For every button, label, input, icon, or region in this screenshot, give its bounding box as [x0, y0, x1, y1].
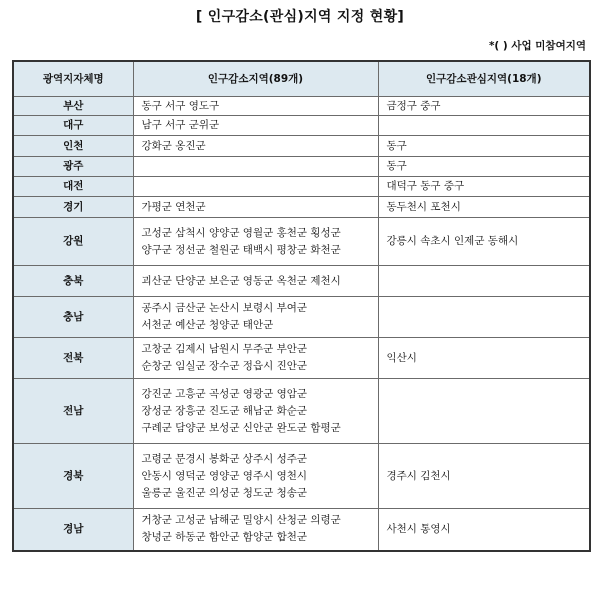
decline-areas-cell	[133, 157, 378, 177]
region-name-cell: 대구	[13, 116, 133, 136]
interest-area-line: 금정구 중구	[386, 99, 441, 112]
decline-areas-cell	[133, 266, 378, 297]
table-row	[13, 338, 590, 379]
interest-areas-cell	[378, 338, 590, 379]
decline-area-line: 가평군 연천군	[141, 200, 206, 213]
region-name-cell: 강원	[13, 218, 133, 266]
region-name-cell: 충남	[13, 297, 133, 338]
decline-area-line: 고창군 김제시 남원시 무주군 부안군	[141, 343, 307, 355]
interest-areas-cell	[378, 157, 590, 177]
decline-area-line: 강진군 고흥군 곡성군 영광군 영암군	[141, 387, 307, 400]
decline-area-line: 고령군 문경시 봉화군 상주시 성주군	[141, 452, 307, 465]
decline-area-line: 남구 서구 군위군	[141, 119, 220, 131]
interest-areas-cell	[378, 218, 590, 266]
decline-areas-cell	[133, 136, 378, 157]
interest-areas-cell	[378, 297, 590, 338]
decline-areas-cell	[133, 444, 378, 509]
region-name-cell: 충북	[13, 266, 133, 297]
header-province: 광역지자체명	[13, 61, 133, 97]
page-title: [ 인구감소(관심)지역 지정 현황]	[195, 9, 405, 25]
decline-areas-cell	[133, 297, 378, 338]
decline-areas-cell	[133, 218, 378, 266]
region-name-cell: 경기	[13, 197, 133, 218]
interest-areas-cell	[378, 177, 590, 197]
table-row	[13, 157, 590, 177]
decline-areas-cell	[133, 97, 378, 116]
table-row	[13, 177, 590, 197]
table-row	[13, 266, 590, 297]
decline-areas-cell	[133, 338, 378, 379]
interest-areas-cell	[378, 266, 590, 297]
region-name-cell: 전남	[13, 379, 133, 444]
table-header-row	[13, 61, 590, 97]
region-name-cell: 광주	[13, 157, 133, 177]
non-participation-note: *( ) 사업 미참여지역	[488, 40, 586, 52]
decline-area-line: 거창군 고성군 남해군 밀양시 산청군 의령군	[141, 514, 341, 527]
decline-areas-cell	[133, 509, 378, 551]
decline-areas-cell	[133, 197, 378, 218]
interest-areas-cell	[378, 97, 590, 116]
decline-area-line: 장성군 장흥군 진도군 해남군 화순군	[141, 404, 307, 417]
decline-area-line: 안동시 영덕군 영양군 영주시 영천시	[141, 469, 307, 482]
decline-area-line: 고성군 삼척시 양양군 영월군 홍천군 횡성군	[141, 226, 341, 239]
table-body	[13, 97, 590, 551]
decline-area-line: 괴산군 단양군 보은군 영동군 옥천군 제천시	[141, 274, 341, 287]
interest-area-line: 동구	[386, 139, 407, 152]
interest-areas-cell	[378, 379, 590, 444]
table-row	[13, 116, 590, 136]
decline-areas-cell	[133, 379, 378, 444]
interest-areas-cell	[378, 197, 590, 218]
region-name-cell: 대전	[13, 177, 133, 197]
table-row	[13, 509, 590, 551]
region-designation-table	[12, 60, 591, 552]
table-row	[13, 218, 590, 266]
table-row	[13, 297, 590, 338]
interest-area-line: 사천시 통영시	[386, 522, 451, 535]
region-name-cell: 경북	[13, 444, 133, 509]
decline-areas-cell	[133, 116, 378, 136]
region-name-cell: 경남	[13, 509, 133, 551]
interest-area-line: 경주시 김천시	[386, 469, 451, 482]
header-decline-areas: 인구감소지역(89개)	[133, 61, 378, 97]
interest-area-line: 강릉시 속초시 인제군 동해시	[386, 235, 519, 247]
interest-area-line: 익산시	[386, 351, 417, 364]
decline-area-line: 울릉군 울진군 의성군 청도군 청송군	[141, 486, 307, 499]
table-row	[13, 379, 590, 444]
region-name-cell: 인천	[13, 136, 133, 157]
table-row	[13, 444, 590, 509]
header-interest-areas: 인구감소관심지역(18개)	[378, 61, 590, 97]
interest-area-line: 동두천시 포천시	[386, 200, 461, 213]
table-row	[13, 197, 590, 218]
interest-areas-cell	[378, 509, 590, 551]
decline-area-line: 양구군 정선군 철원군 태백시 평창군 화천군	[141, 243, 341, 256]
interest-areas-cell	[378, 116, 590, 136]
decline-area-line: 강화군 옹진군	[141, 139, 206, 152]
decline-area-line: 서천군 예산군 청양군 태안군	[141, 319, 274, 331]
region-name-cell: 전북	[13, 338, 133, 379]
interest-areas-cell	[378, 444, 590, 509]
interest-area-line: 동구	[386, 160, 407, 172]
interest-area-line: 대덕구 동구 중구	[386, 180, 465, 192]
table-row	[13, 97, 590, 116]
decline-area-line: 동구 서구 영도구	[141, 99, 220, 112]
decline-area-line: 창녕군 하동군 함안군 함양군 합천군	[141, 531, 307, 544]
decline-area-line: 순창군 임실군 장수군 정읍시 진안군	[141, 360, 307, 372]
decline-area-line: 공주시 금산군 논산시 보령시 부여군	[141, 302, 307, 314]
decline-area-line: 구례군 담양군 보성군 신안군 완도군 함평군	[141, 421, 341, 434]
region-name-cell: 부산	[13, 97, 133, 116]
table-row	[13, 136, 590, 157]
interest-areas-cell	[378, 136, 590, 157]
decline-areas-cell	[133, 177, 378, 197]
